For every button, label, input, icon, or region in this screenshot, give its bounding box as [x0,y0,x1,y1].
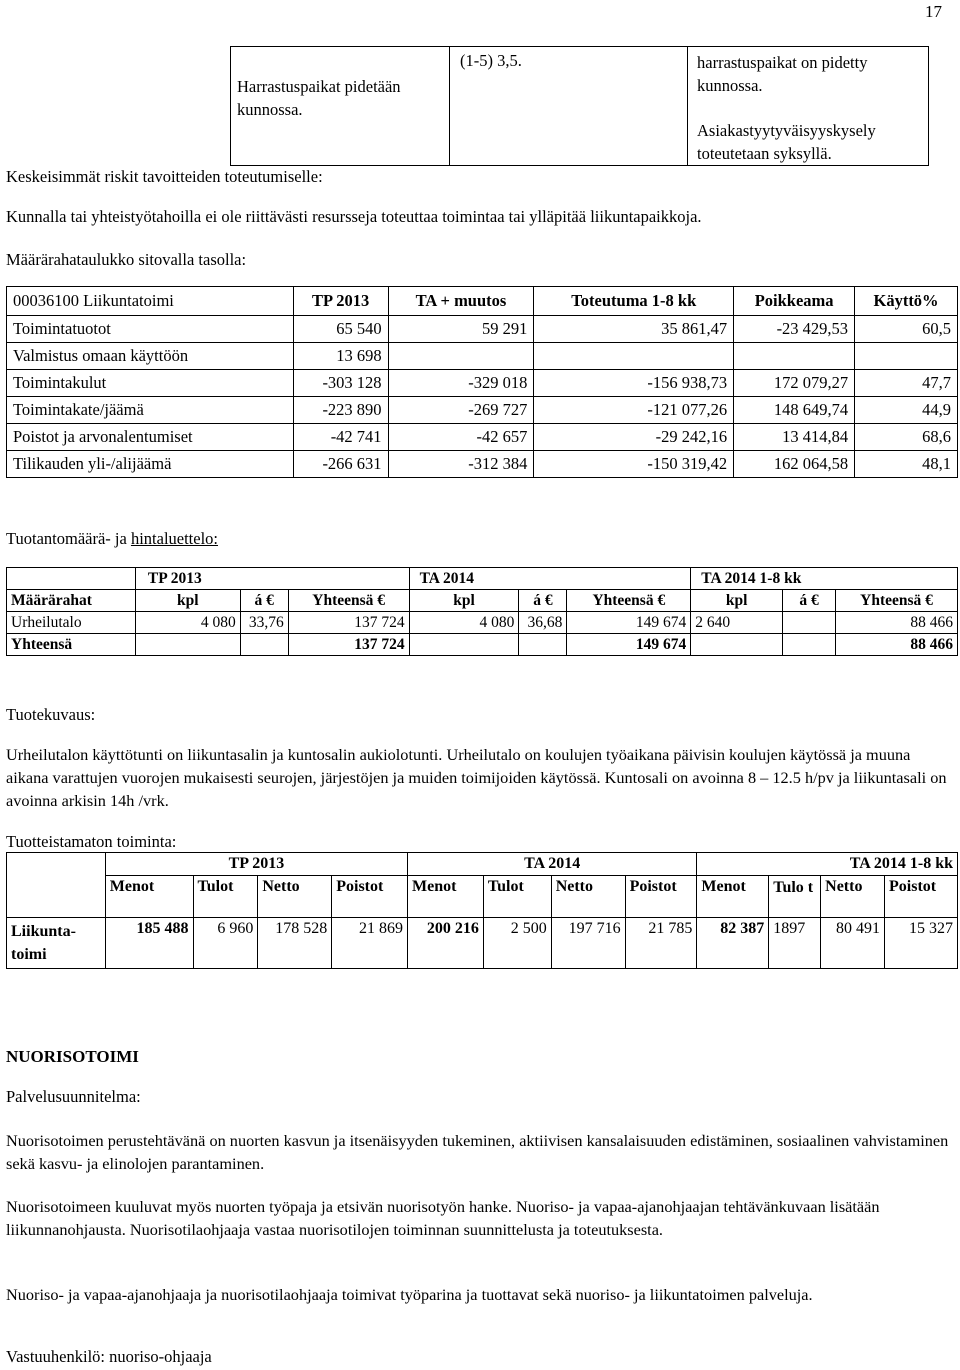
table-cell: 200 216 [408,918,484,969]
price-table [6,567,958,656]
table-cell: 6 960 [193,918,258,969]
table-row [7,918,958,969]
period-label: TP 2013 [105,853,407,876]
subheader-cell: Tulot [483,876,551,918]
table-cell: 59 291 [388,316,534,343]
price-period-row [7,568,958,590]
subheader-cell: á € [240,590,288,612]
subheader-cell: Poistot [885,876,958,918]
table-row [7,634,958,656]
plan-heading: Palvelusuunnitelma: [6,1087,141,1106]
budget-heading: Määrärahataulukko sitovalla tasolla: [6,250,247,269]
price-heading [6,529,218,549]
row-label: Liikunta-toimi [7,918,106,969]
table-cell [783,634,836,656]
table-cell: -156 938,73 [534,370,734,397]
paragraph: Nuorisotoimen perustehtävänä on nuorten kasvun ja itsenäisyyden tukeminen, aktiivisen kansalaisuuden edistäminen, sosiaalinen vahvistaminen sekä kasvu- ja elinolojen parantaminen. [6,1131,949,1173]
subheader-cell: kpl [135,590,240,612]
top-table-col2: (1-5) 3,5. [460,51,522,70]
table-cell: 88 466 [836,634,958,656]
subheader-cell: Netto [551,876,625,918]
subheader-cell: Menot [697,876,769,918]
table-row [7,397,958,424]
paragraph: Nuorisotoimeen kuuluvat myös nuorten työpaja ja etsivän nuorisotyön hanke. Nuoriso- ja vapaa-ajanohjaajan tehtävänkuvaan lisätään liikunnanohjausta. Nuorisotilaohjaaja vastaa nuorisotilojen toiminnan suunnittelusta ja toteutuksesta. [6,1197,880,1239]
subheader-cell: Menot [105,876,193,918]
table-cell [240,634,288,656]
period-label: TA 2014 [409,568,691,590]
table-cell: 44,9 [855,397,958,424]
nonprod-table [6,852,958,969]
product-text: Urheilutalon käyttötunti on liikuntasalin ja kuntosalin aukiolotunti. Urheilutalo on koulujen työaikana päivisin koulujen käytössä ja muuna aikana varattujen vuorojen mukaisesti seurojen, järjestöjen ja muiden toimijoiden käytössä. Kuntosali on avoinna 8 – 12.5 h/pv ja liikuntasali on avoinna arkisin 14h /vrk. [6,745,947,810]
price-heading-underlined: hintaluettelo: [130,529,219,548]
budget-table-header [7,287,958,316]
nonprod-period-row [7,853,958,876]
table-cell: -42 741 [293,424,388,451]
table-cell: 197 716 [551,918,625,969]
table-cell [388,343,534,370]
table-cell: 47,7 [855,370,958,397]
top-table-col3b: Asiakastyytyväisyyskysely toteutetaan syksyllä. [697,121,876,163]
table-cell: -150 319,42 [534,451,734,478]
table-cell: 172 079,27 [734,370,855,397]
budget-header-cell: TP 2013 [293,287,388,316]
price-heading-part: Tuotantomäärä- ja [6,529,131,548]
table-cell: 15 327 [885,918,958,969]
subheader-cell: Menot [408,876,484,918]
table-cell [409,634,519,656]
subheader-cell: Netto [821,876,885,918]
table-cell: 4 080 [409,612,519,634]
budget-header-cell: TA + muutos [388,287,534,316]
table-row [7,451,958,478]
table-row [7,343,958,370]
period-label: TP 2013 [135,568,409,590]
table-cell [691,634,783,656]
table-cell: 4 080 [135,612,240,634]
table-cell [783,612,836,634]
table-cell: -223 890 [293,397,388,424]
row-label: Urheilutalo [7,612,136,634]
table-row [7,370,958,397]
subheader-cell: kpl [691,590,783,612]
table-cell [855,343,958,370]
subheader-cell: á € [519,590,567,612]
table-cell: 48,1 [855,451,958,478]
table-cell: 21 785 [625,918,697,969]
table-cell: -269 727 [388,397,534,424]
table-cell: 88 466 [836,612,958,634]
table-cell: 13 414,84 [734,424,855,451]
row-label: Toimintakulut [7,370,294,397]
table-cell: 35 861,47 [534,316,734,343]
row-label: Poistot ja arvonalentumiset [7,424,294,451]
table-cell: 33,76 [240,612,288,634]
table-cell: 2 640 [691,612,783,634]
table-cell: 68,6 [855,424,958,451]
period-label: TA 2014 1-8 kk [697,853,958,876]
table-cell: -23 429,53 [734,316,855,343]
table-cell [135,634,240,656]
risks-text: Kunnalla tai yhteistyötahoilla ei ole riittävästi resursseja toteuttaa toimintaa tai ylläpitää liikuntapaikkoja. [6,207,702,226]
row-label: Yhteensä [7,634,136,656]
page-number: 17 [925,2,942,21]
table-row [7,316,958,343]
row-label: Toimintatuotot [7,316,294,343]
table-cell: -303 128 [293,370,388,397]
table-cell [534,343,734,370]
paragraph: Nuoriso- ja vapaa-ajanohjaaja ja nuorisotilaohjaaja toimivat työparina ja tuottavat sekä nuoriso- ja liikuntatoimen palveluja. [6,1285,813,1304]
table-cell: 1897 [769,918,821,969]
product-heading: Tuotekuvaus: [6,705,96,724]
table-cell: -121 077,26 [534,397,734,424]
nonprod-heading: Tuotteistamaton toiminta: [6,832,177,851]
subheader-cell: kpl [409,590,519,612]
row-label: Tilikauden yli-/alijäämä [7,451,294,478]
responsible-person: Vastuuhenkilö: nuoriso-ohjaaja [6,1347,212,1366]
table-cell: 149 674 [567,612,691,634]
subheader-cell: Yhteensä € [567,590,691,612]
section-title: NUORISOTOIMI [6,1047,139,1066]
table-cell: 21 869 [332,918,408,969]
budget-header-cell: 00036100 Liikuntatoimi [7,287,294,316]
table-cell: 60,5 [855,316,958,343]
table-cell: 82 387 [697,918,769,969]
budget-header-cell: Toteutuma 1-8 kk [534,287,734,316]
subheader-cell: Netto [258,876,332,918]
risks-label: Keskeisimmät riskit tavoitteiden toteutumiselle: [6,167,323,186]
table-cell: -29 242,16 [534,424,734,451]
table-cell: 2 500 [483,918,551,969]
subheader-cell: Määrärahat [7,590,136,612]
period-label: TA 2014 [408,853,697,876]
row-label: Valmistus omaan käyttöön [7,343,294,370]
subheader-cell: Poistot [625,876,697,918]
table-cell: 149 674 [567,634,691,656]
table-cell: 36,68 [519,612,567,634]
period-label: TA 2014 1-8 kk [691,568,958,590]
row-label: Toimintakate/jäämä [7,397,294,424]
table-cell: 13 698 [293,343,388,370]
table-cell: 137 724 [288,612,409,634]
table-cell: -266 631 [293,451,388,478]
price-subheader-row [7,590,958,612]
table-row [7,424,958,451]
budget-header-cell: Käyttö% [855,287,958,316]
table-cell: -312 384 [388,451,534,478]
table-cell: 148 649,74 [734,397,855,424]
table-cell: 185 488 [105,918,193,969]
subheader-cell: Tulo t [769,876,821,918]
top-table-col1: Harrastuspaikat pidetään kunnossa. [237,77,401,119]
table-cell: 65 540 [293,316,388,343]
subheader-cell: Tulot [193,876,258,918]
table-cell: -329 018 [388,370,534,397]
table-row [7,612,958,634]
subheader-cell: Poistot [332,876,408,918]
subheader-cell: á € [783,590,836,612]
budget-header-cell: Poikkeama [734,287,855,316]
table-cell: 162 064,58 [734,451,855,478]
table-cell: 80 491 [821,918,885,969]
table-cell [734,343,855,370]
table-cell [519,634,567,656]
top-table [230,46,929,166]
top-table-col3a: harrastuspaikat on pidetty kunnossa. [697,53,868,95]
nonprod-subheader-row [7,876,958,918]
subheader-cell: Yhteensä € [288,590,409,612]
table-cell: 137 724 [288,634,409,656]
table-cell: 178 528 [258,918,332,969]
table-cell: -42 657 [388,424,534,451]
subheader-cell: Yhteensä € [836,590,958,612]
budget-table [6,286,958,478]
